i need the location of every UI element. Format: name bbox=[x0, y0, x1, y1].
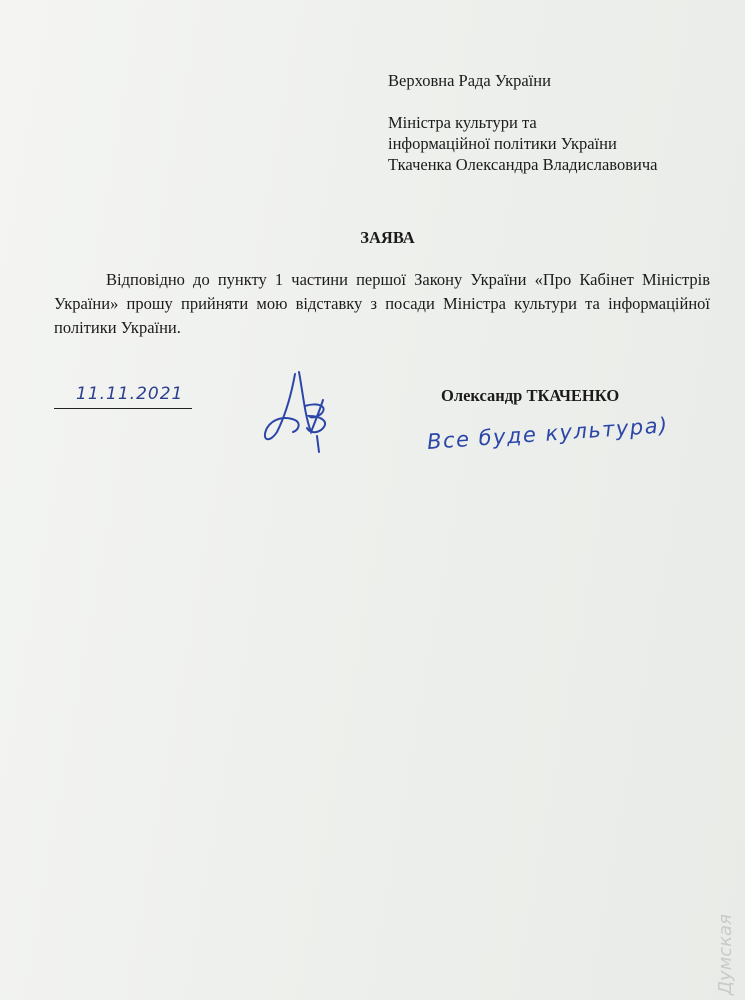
addressee-sender-position: Міністра культури та bbox=[388, 113, 537, 132]
addressee-sender-position-cont: інформаційної політики України bbox=[388, 134, 617, 153]
addressee-block bbox=[388, 70, 657, 175]
signature-icon bbox=[255, 366, 340, 461]
watermark-logo: Думская bbox=[715, 914, 736, 995]
addressee-recipient: Верховна Рада України bbox=[388, 71, 551, 90]
handwritten-note: Все буде культура) bbox=[426, 413, 670, 454]
document-title: ЗАЯВА bbox=[360, 228, 415, 247]
addressee-sender-name: Ткаченка Олександра Владиславовича bbox=[388, 155, 658, 174]
document-body: Відповідно до пункту 1 частини першої Закону України «Про Кабінет Міністрів України» прошу прийняти мою відставку з посади Міністра культури та інформаційної політики України. bbox=[54, 270, 710, 337]
handwritten-date: 11.11.2021 bbox=[76, 384, 184, 404]
signer-name: Олександр ТКАЧЕНКО bbox=[441, 386, 620, 405]
date-field bbox=[54, 384, 194, 412]
date-underline bbox=[54, 408, 192, 409]
